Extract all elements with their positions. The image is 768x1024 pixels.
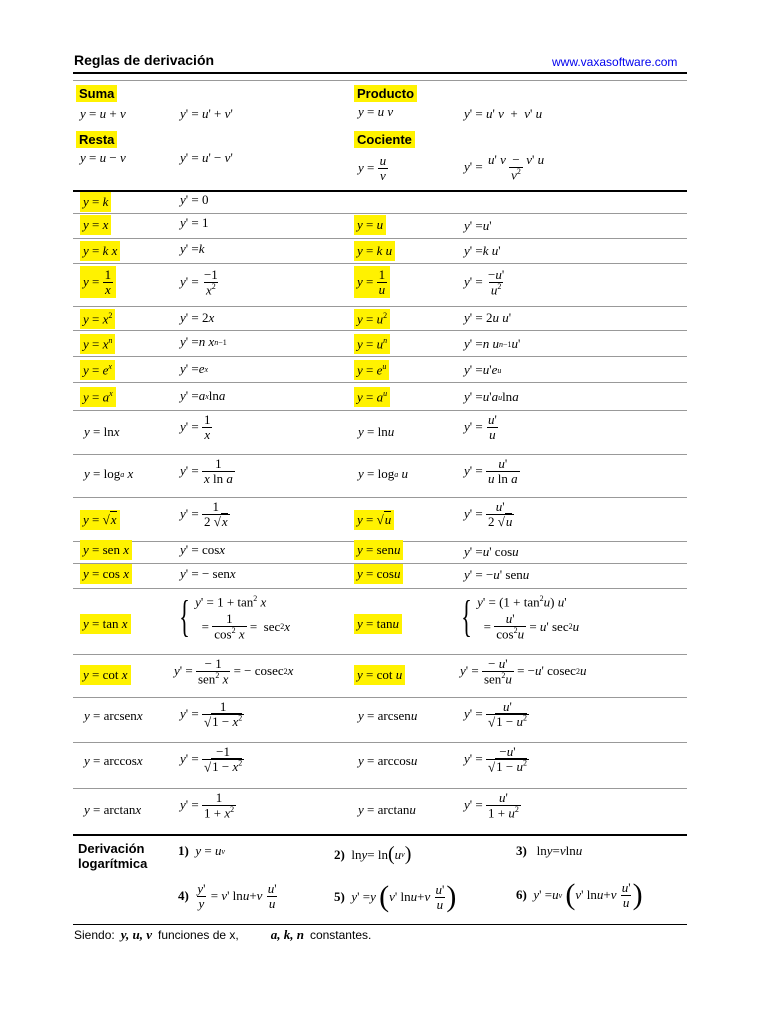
rule-ex-derivative: y ' = e x <box>180 361 209 376</box>
rule-cosx-function: y = cos x <box>80 564 132 584</box>
rule-eu-function: $y = e^u$ <box>354 360 389 380</box>
rule-cosu-function: y = cosu <box>354 564 403 584</box>
log-step-2: 2) ln y = ln ( u v ) <box>334 843 412 865</box>
rule-logx-derivative: y ' = $\frac{1}{\text{x ln a}}$ <box>180 456 233 486</box>
rule-tanx-derivative: { $y' = 1 + \tan^2 x$ = $\frac{1}{\cos^2 x}$ = sec 2 x <box>179 592 291 642</box>
rule-cosx-derivative: y ' = − sen x <box>180 566 236 581</box>
rule-tanu-derivative: { $y' = (1 + \tan^2u)$ u' = $\frac{u'}{\cos^2u}$ = u ' sec 2 u <box>461 592 580 642</box>
rule-logx-function: y = log a x <box>84 466 134 481</box>
log-step-3: 3) ln y = v ln u <box>516 843 583 858</box>
page-title: Reglas de derivación <box>74 52 215 68</box>
rule-cotu-derivative: y ' = $\frac{- u'}{sen^2u}$ = − u ' cosec 2 u <box>460 656 587 686</box>
rule-inv-x-derivative: y ' = $\frac{-1}{x^2}$ <box>180 267 218 297</box>
rule-tanu-function: y = tanu <box>354 614 402 634</box>
rule-k-function: y = k <box>80 192 111 212</box>
log-step-1: 1) y = u v <box>178 843 226 858</box>
producto-function: y = u v <box>358 104 394 119</box>
rule-senx-function: y = sen x <box>80 540 132 560</box>
rule-sqrtu-function: y = √u <box>354 510 394 530</box>
rule-ax-function: $y = a^x$ <box>80 387 116 407</box>
rule-sqrtx-function: y = √x <box>80 510 120 530</box>
resta-derivative: y ' = u ' − v ' <box>180 150 233 165</box>
rule-logu-function: y = log a u <box>358 466 408 481</box>
rule-lnu-derivative: y ' = $\frac{u'}{u}$ <box>464 412 497 442</box>
rule-u2-derivative: y ' = 2 u u ' <box>464 310 512 325</box>
rule-ex-function: $y = e^x$ <box>80 360 115 380</box>
rule-k-derivative: y ' = 0 <box>180 192 209 207</box>
rule-inv-u-function: y = $\frac{1}{u}$ <box>354 266 390 298</box>
log-step-5: 5) y ' = y ( v ' ln u + v $\frac{u'}{u}$ ) <box>334 880 457 913</box>
cociente-function: y = $\frac{u}{v}$ <box>358 153 387 183</box>
cociente-derivative: y ' = $\frac{u' v - v' u}{v^2}$ <box>464 152 545 182</box>
rule-lnx-derivative: y ' = $\frac{1}{x}$ <box>180 412 211 442</box>
rule-u-function: y = u <box>354 215 386 235</box>
rule-senx-derivative: y ' = cos x <box>180 542 226 557</box>
rule-un-function: $y = u^n$ <box>354 334 390 354</box>
rule-un-derivative: y ' = n u n−1 u ' <box>464 336 521 351</box>
producto-derivative: y ' = u ' v + v ' u <box>464 106 543 121</box>
rule-arcsenu-function: y = arcsen u <box>358 708 418 723</box>
rule-x2-derivative: y ' = 2 x <box>180 310 215 325</box>
producto-label: Producto <box>354 85 417 102</box>
rule-inv-x-function: y = $\frac{1}{x}$ <box>80 266 116 298</box>
rule-senu-function: y = senu <box>354 540 403 560</box>
rule-u2-function: $y = u^2$ <box>354 309 390 329</box>
rule-cotx-function: y = cot x <box>80 665 131 685</box>
rule-arctanx-derivative: y ' = $\frac{1}{1 + x^2}$ <box>180 790 235 820</box>
log-step-6: 6) y ' = u v ( v ' ln u + v $\frac{u'}{u}$ ) <box>516 878 643 911</box>
rule-arctanx-function: y = arctan x <box>84 802 142 817</box>
rule-xn-derivative: y ' = n x n−1 <box>180 334 227 349</box>
rule-ku-function: y = k u <box>354 241 395 261</box>
rule-eu-derivative: y ' = u ' e u <box>464 362 502 377</box>
rule-ax-derivative: y ' = a x ln a <box>180 388 226 403</box>
rule-arccosu-function: y = arccos u <box>358 753 418 768</box>
log-step-4: 4) $\frac{y'}{y}$ = v ' ln u + v $\frac{u'}{u}$ <box>178 881 277 911</box>
rule-x2-function: $y = x^2$ <box>80 309 115 329</box>
footer-note: Siendo: y, u, v funciones de x, a, k, n constantes. <box>74 927 372 942</box>
rule-arcsenu-derivative: y ' = $\frac{u'}{√1 - u^2}$ <box>464 699 527 729</box>
rule-ku-derivative: y ' = k u ' <box>464 243 501 258</box>
rule-inv-u-derivative: y ' = $\frac{-u'}{u^2}$ <box>464 267 505 297</box>
rule-cotx-derivative: y ' = $\frac{- 1}{sen^2 x}$ = − cosec 2 x <box>174 656 294 686</box>
suma-function: y = u + v <box>80 106 126 121</box>
rule-arcsenx-function: y = arcsen x <box>84 708 143 723</box>
rule-kx-function: y = k x <box>80 241 120 261</box>
resta-function: y = u − v <box>80 150 126 165</box>
rule-arccosx-derivative: y ' = $\frac{-1}{√1 - x^2}$ <box>180 744 243 774</box>
rule-u-derivative: y ' = u ' <box>464 218 492 233</box>
log-deriv-label: Derivación logarítmica <box>78 841 148 871</box>
suma-derivative: y ' = u ' + v ' <box>180 106 233 121</box>
rule-tanx-function: y = tan x <box>80 614 131 634</box>
rule-au-function: $y = a^u$ <box>354 387 390 407</box>
rule-arcsenx-derivative: y ' = $\frac{1}{√1 - x^2}$ <box>180 699 243 729</box>
rule-x-derivative: y ' = 1 <box>180 215 209 230</box>
rule-cosu-derivative: y ' = − u ' sen u <box>464 567 530 582</box>
rule-cotu-function: y = cot u <box>354 665 405 685</box>
suma-label: Suma <box>76 85 117 102</box>
rule-arctanu-function: y = arctan u <box>358 802 416 817</box>
rule-sqrtu-derivative: y ' = $\frac{u'}{2 √u}$ <box>464 499 513 529</box>
rule-arccosx-function: y = arccos x <box>84 753 143 768</box>
website-link[interactable]: www.vaxasoftware.com <box>552 55 678 69</box>
rule-arctanu-derivative: y ' = $\frac{u'}{1 + u^2}$ <box>464 790 519 820</box>
rule-sqrtx-derivative: y ' = $\frac{1}{2 √x}$ <box>180 499 228 529</box>
rule-au-derivative: y ' = u ' a u ln a <box>464 389 519 404</box>
rule-lnx-function: y = ln x <box>84 424 120 439</box>
rule-kx-derivative: y ' = k <box>180 241 205 256</box>
rule-logu-derivative: y ' = $\frac{u'}{\text{u ln a}}$ <box>464 456 518 486</box>
rule-arccosu-derivative: y ' = $\frac{-u'}{√1 - u^2}$ <box>464 744 527 774</box>
cociente-label: Cociente <box>354 131 415 148</box>
rule-senu-derivative: y ' = u ' cos u <box>464 544 519 559</box>
rule-lnu-function: y = ln u <box>358 424 395 439</box>
rule-x-function: y = x <box>80 215 111 235</box>
resta-label: Resta <box>76 131 117 148</box>
rule-xn-function: $y = x^n$ <box>80 334 115 354</box>
